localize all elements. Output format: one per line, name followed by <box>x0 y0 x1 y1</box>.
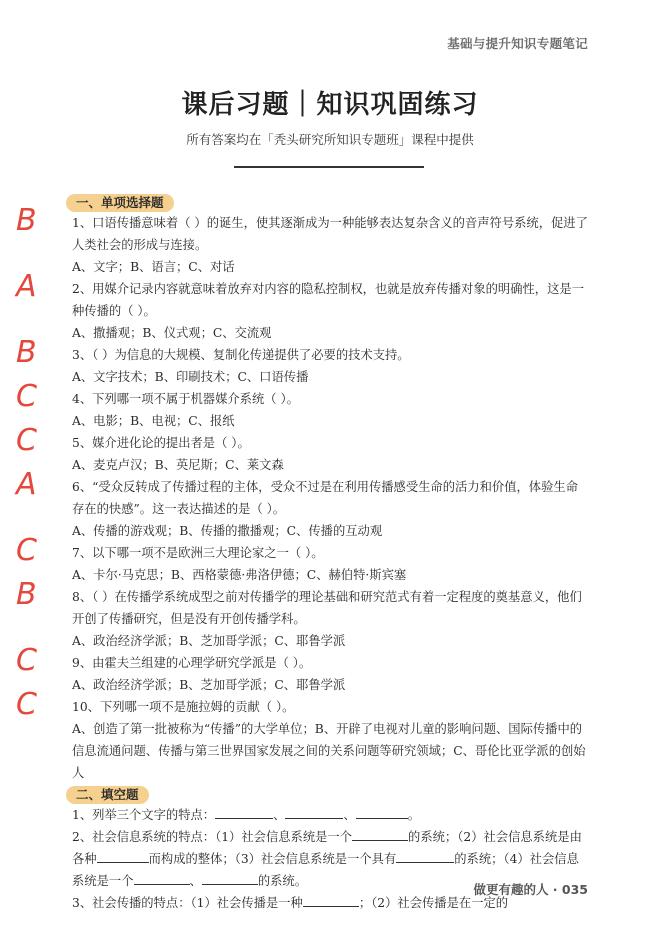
answer-blank <box>285 806 343 819</box>
question-6 <box>16 467 590 542</box>
fill-question-1 <box>72 804 590 826</box>
fill-text: 、 <box>189 874 202 888</box>
section-heading-fill: 二、填空题 <box>72 784 145 804</box>
question-options: A、文字；B、语言；C、对话 <box>72 260 235 274</box>
question-7 <box>16 533 590 586</box>
handwritten-answer: B <box>16 203 37 238</box>
handwritten-answer: C <box>16 379 37 414</box>
question-options: A、文字技术；B、印刷技术；C、口语传播 <box>72 370 309 384</box>
question-stem: 7、以下哪一项不是欧洲三大理论家之一（ ）。 <box>72 546 324 560</box>
question-stem: 6、“受众反转成了传播过程的主体，受众不过是在利用传播感受生命的活力和价值，体验生命存在的快感”。这一表达描述的是（ ）。 <box>72 480 578 516</box>
question-8 <box>16 577 590 652</box>
fill-text: 而构成的整体；（3）社会信息系统是一个具有 <box>148 852 397 866</box>
question-options: A、政治经济学派；B、芝加哥学派；C、耶鲁学派 <box>72 678 346 692</box>
fill-text: ；（2）社会传播是在一定的 <box>358 896 509 910</box>
question-options: A、卡尔·马克思；B、西格蒙德·弗洛伊德；C、赫伯特·斯宾塞 <box>72 568 407 582</box>
question-1 <box>16 203 590 278</box>
fill-text: 、 <box>273 808 286 822</box>
handwritten-answer: C <box>16 687 37 722</box>
answer-blank <box>97 850 149 863</box>
question-stem: 4、下列哪一项不属于机器媒介系统（ ）。 <box>72 392 299 406</box>
question-options: A、政治经济学派；B、芝加哥学派；C、耶鲁学派 <box>72 634 346 648</box>
question-5 <box>16 423 590 476</box>
question-stem: 9、由霍夫兰组建的心理学研究学派是（ ）。 <box>72 656 312 670</box>
page-title: 课后习题｜知识巩固练习 <box>181 90 479 120</box>
handwritten-answer: B <box>16 335 37 370</box>
question-options: A、传播的游戏观；B、传播的撒播观；C、传播的互动观 <box>72 524 383 538</box>
question-stem: 8、（ ）在传播学系统成型之前对传播学的理论基础和研究范式有着一定程度的奠基意义，他们开创了传播研究，但是没有开创传播学科。 <box>72 590 582 626</box>
question-3 <box>16 335 590 388</box>
question-10 <box>16 687 590 784</box>
question-2 <box>16 269 590 344</box>
handwritten-answer: C <box>16 643 37 678</box>
fill-text: 的系统。 <box>257 874 308 888</box>
fill-text: 的系统；（2）社会信息系统是由各种 <box>72 830 582 866</box>
question-stem: 5、媒介进化论的提出者是（ ）。 <box>72 436 250 450</box>
answer-blank <box>352 828 408 841</box>
handwritten-answer: C <box>16 423 37 458</box>
question-4 <box>16 379 590 432</box>
handwritten-answer: B <box>16 577 37 612</box>
answer-blank <box>134 872 190 885</box>
fill-text: 。 <box>407 808 421 822</box>
question-9 <box>16 643 590 696</box>
question-options: A、创造了第一批被称为“传播”的大学单位；B、开辟了电视对儿童的影响问题、国际传播中的信息流通问题、传播与第三世界国家发展之间的关系问题等研究领域；C、哥伦比亚学派的创始人 <box>72 722 586 780</box>
fill-text: 2、社会信息系统的特点：（1）社会信息系统是一个 <box>72 830 353 844</box>
answer-blank <box>396 850 454 863</box>
answer-blank <box>356 806 408 819</box>
fill-text: 、 <box>343 808 356 822</box>
question-stem: 2、用媒介记录内容就意味着放弃对内容的隐私控制权，也就是放弃传播对象的明确性，这是一种传播的（ ）。 <box>72 282 584 318</box>
fill-text: 的系统；（4）社会信息系统是一个 <box>72 852 579 888</box>
question-stem: 10、下列哪一项不是施拉姆的贡献（ ）。 <box>72 700 295 714</box>
header-note: 基础与提升知识专题笔记 <box>447 36 588 51</box>
answer-blank <box>215 806 273 819</box>
handwritten-answer: A <box>16 269 37 304</box>
exercise-content <box>16 192 590 914</box>
question-options: A、麦克卢汉；B、英尼斯；C、莱文森 <box>72 458 284 472</box>
answer-blank <box>303 894 359 907</box>
question-options: A、撒播观；B、仪式观；C、交流观 <box>72 326 272 340</box>
question-stem: 3、（ ）为信息的大规模、复制化传递提供了必要的技术支持。 <box>72 348 410 362</box>
handwritten-answer: A <box>16 467 37 502</box>
fill-text: 3、社会传播的特点：（1）社会传播是一种 <box>72 896 303 910</box>
handwritten-answer: C <box>16 533 37 568</box>
page-footer: 做更有趣的人 · 035 <box>473 882 588 897</box>
question-stem: 1、口语传播意味着（ ）的诞生，使其逐渐成为一种能够表达复杂含义的音声符号系统，促进了人类社会的形成与连接。 <box>72 216 588 252</box>
title-divider <box>234 166 424 168</box>
section-heading-choice: 一、单项选择题 <box>72 192 170 212</box>
page-subtitle: 所有答案均在「秃头研究所知识专题班」课程中提供 <box>186 132 474 147</box>
fill-text: 1、列举三个文字的特点： <box>72 808 216 822</box>
question-options: A、电影；B、电视；C、报纸 <box>72 414 235 428</box>
answer-blank <box>202 872 258 885</box>
